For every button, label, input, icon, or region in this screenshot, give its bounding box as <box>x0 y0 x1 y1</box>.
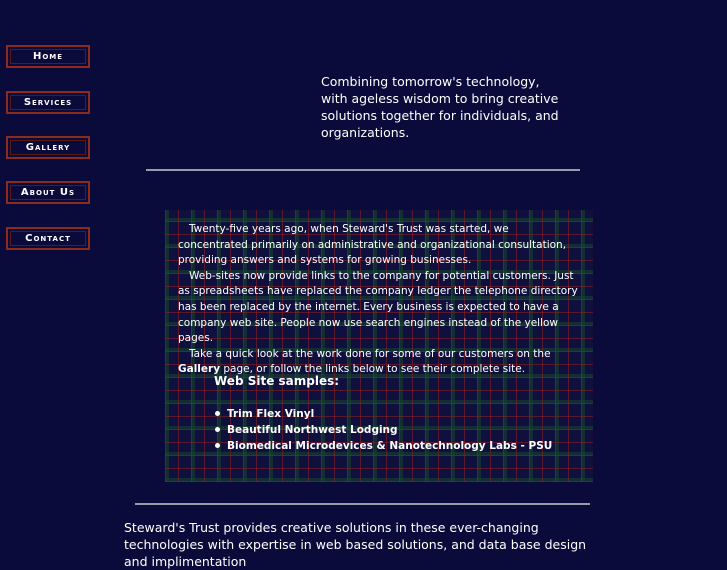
list-item <box>214 406 552 422</box>
sample-link-trim-flex-vinyl[interactable]: Trim Flex Vinyl <box>227 408 315 420</box>
footer-text: Steward's Trust provides creative solutions in these ever-changing technologies with expertise in web based solutions, and data base design and implimentation <box>124 520 587 569</box>
gallery-link[interactable]: Gallery <box>178 363 221 376</box>
divider-bottom <box>135 503 590 505</box>
nav-button-services[interactable]: Services <box>6 91 90 114</box>
samples-heading: Web Site samples: <box>214 374 340 388</box>
sample-link-northwest-lodging[interactable]: Beautiful Northwest Lodging <box>227 424 398 436</box>
intro-p3-after: page, or follow the links below to see their complete site. <box>220 363 526 376</box>
intro-paragraph-2: Web-sites now provide links to the company for potential customers. Just as spreadsheets have replaced the company ledger the telephone directory has been replaced by the internet. Every business is expected to have a company web site. People now use search engines instead of the yellow pages. <box>178 269 578 345</box>
list-item <box>214 422 552 438</box>
samples-list <box>214 406 552 454</box>
nav-button-home[interactable]: Home <box>6 45 90 68</box>
divider-top <box>146 169 580 171</box>
intro-text <box>178 222 578 378</box>
intro-paragraph-1: Twenty-five years ago, when Steward's Trust was started, we concentrated primarily on administrative and organizational consultation, providing answers and systems for growing businesses. <box>178 223 567 267</box>
nav-button-gallery[interactable]: Gallery <box>6 136 90 159</box>
list-item <box>214 438 552 454</box>
nav-button-contact[interactable]: Contact <box>6 227 90 250</box>
intro-p3-before: Take a quick look at the work done for some of our customers on the <box>189 347 551 360</box>
nav-button-about-us[interactable]: About Us <box>6 181 90 204</box>
sample-link-biomedical-psu[interactable]: Biomedical Microdevices & Nanotechnology Labs - PSU <box>227 440 553 452</box>
tagline: Combining tomorrow's technology, with ageless wisdom to bring creative solutions together for individuals, and organizations. <box>321 74 559 140</box>
